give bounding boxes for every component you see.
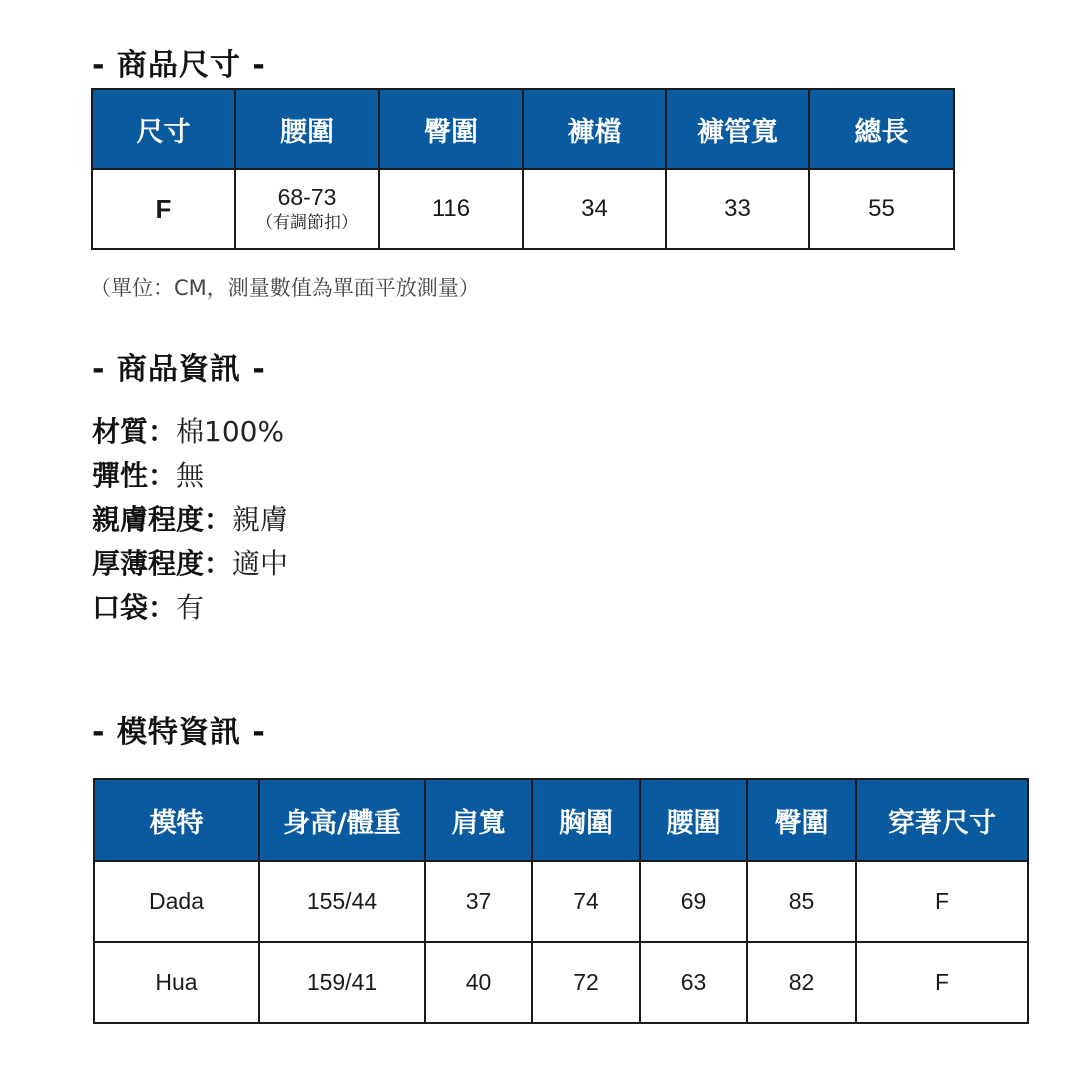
info-colon: ： xyxy=(204,547,233,580)
info-colon: ： xyxy=(148,415,177,448)
cell-hem-width: 33 xyxy=(666,169,809,249)
info-item-elasticity xyxy=(92,454,288,498)
info-item-thickness xyxy=(92,542,288,586)
header-wear-size: 穿著尺寸 xyxy=(856,779,1028,861)
cell-shoulder: 40 xyxy=(425,942,532,1023)
model-table xyxy=(93,778,1029,1024)
cell-model-name: Dada xyxy=(94,861,259,942)
cell-length: 55 xyxy=(809,169,954,249)
header-shoulder: 肩寬 xyxy=(425,779,532,861)
cell-rise: 34 xyxy=(523,169,666,249)
cell-chest: 72 xyxy=(532,942,640,1023)
info-section-title: - 商品資訊 - xyxy=(92,352,266,387)
header-height-weight: 身高/體重 xyxy=(259,779,425,861)
cell-waist-value: 68-73 xyxy=(277,184,337,210)
cell-height-weight: 155/44 xyxy=(259,861,425,942)
cell-model-name: Hua xyxy=(94,942,259,1023)
cell-waist: 63 xyxy=(640,942,747,1023)
info-label: 材質 xyxy=(92,415,149,448)
cell-waist: 69 xyxy=(640,861,747,942)
info-colon: ： xyxy=(148,459,177,492)
cell-hip: 82 xyxy=(747,942,856,1023)
info-label: 厚薄程度 xyxy=(92,547,205,580)
info-item-skin-friendly xyxy=(92,498,288,542)
size-table-header-row xyxy=(92,89,954,169)
cell-hip: 116 xyxy=(379,169,523,249)
info-value: 無 xyxy=(176,459,205,492)
info-item-material xyxy=(92,410,288,454)
cell-shoulder: 37 xyxy=(425,861,532,942)
info-value: 適中 xyxy=(232,547,289,580)
table-row xyxy=(94,861,1028,942)
unit-note: （單位：CM，測量數值為單面平放測量） xyxy=(90,276,480,300)
table-row xyxy=(92,169,954,249)
info-item-pocket xyxy=(92,586,288,630)
info-label: 口袋 xyxy=(92,591,149,624)
cell-wear-size: F xyxy=(856,861,1028,942)
header-waist: 腰圍 xyxy=(235,89,379,169)
info-colon: ： xyxy=(148,591,177,624)
cell-waist-note: （有調節扣） xyxy=(256,213,358,233)
info-label: 彈性 xyxy=(92,459,149,492)
cell-hip: 85 xyxy=(747,861,856,942)
header-hip: 臀圍 xyxy=(747,779,856,861)
cell-waist xyxy=(235,169,379,249)
header-rise: 褲檔 xyxy=(523,89,666,169)
info-value: 棉100% xyxy=(176,415,285,448)
size-table xyxy=(91,88,955,250)
model-section-title: - 模特資訊 - xyxy=(92,715,266,750)
cell-chest: 74 xyxy=(532,861,640,942)
header-hem-width: 褲管寬 xyxy=(666,89,809,169)
info-value: 有 xyxy=(176,591,205,624)
header-chest: 胸圍 xyxy=(532,779,640,861)
info-list xyxy=(92,410,288,630)
table-row xyxy=(94,942,1028,1023)
info-label: 親膚程度 xyxy=(92,503,205,536)
header-model: 模特 xyxy=(94,779,259,861)
cell-height-weight: 159/41 xyxy=(259,942,425,1023)
header-size: 尺寸 xyxy=(92,89,235,169)
model-table-header-row xyxy=(94,779,1028,861)
header-hip: 臀圍 xyxy=(379,89,523,169)
info-colon: ： xyxy=(204,503,233,536)
header-waist: 腰圍 xyxy=(640,779,747,861)
size-section-title: - 商品尺寸 - xyxy=(92,48,266,83)
info-value: 親膚 xyxy=(232,503,289,536)
cell-size: F xyxy=(92,169,235,249)
cell-wear-size: F xyxy=(856,942,1028,1023)
header-length: 總長 xyxy=(809,89,954,169)
